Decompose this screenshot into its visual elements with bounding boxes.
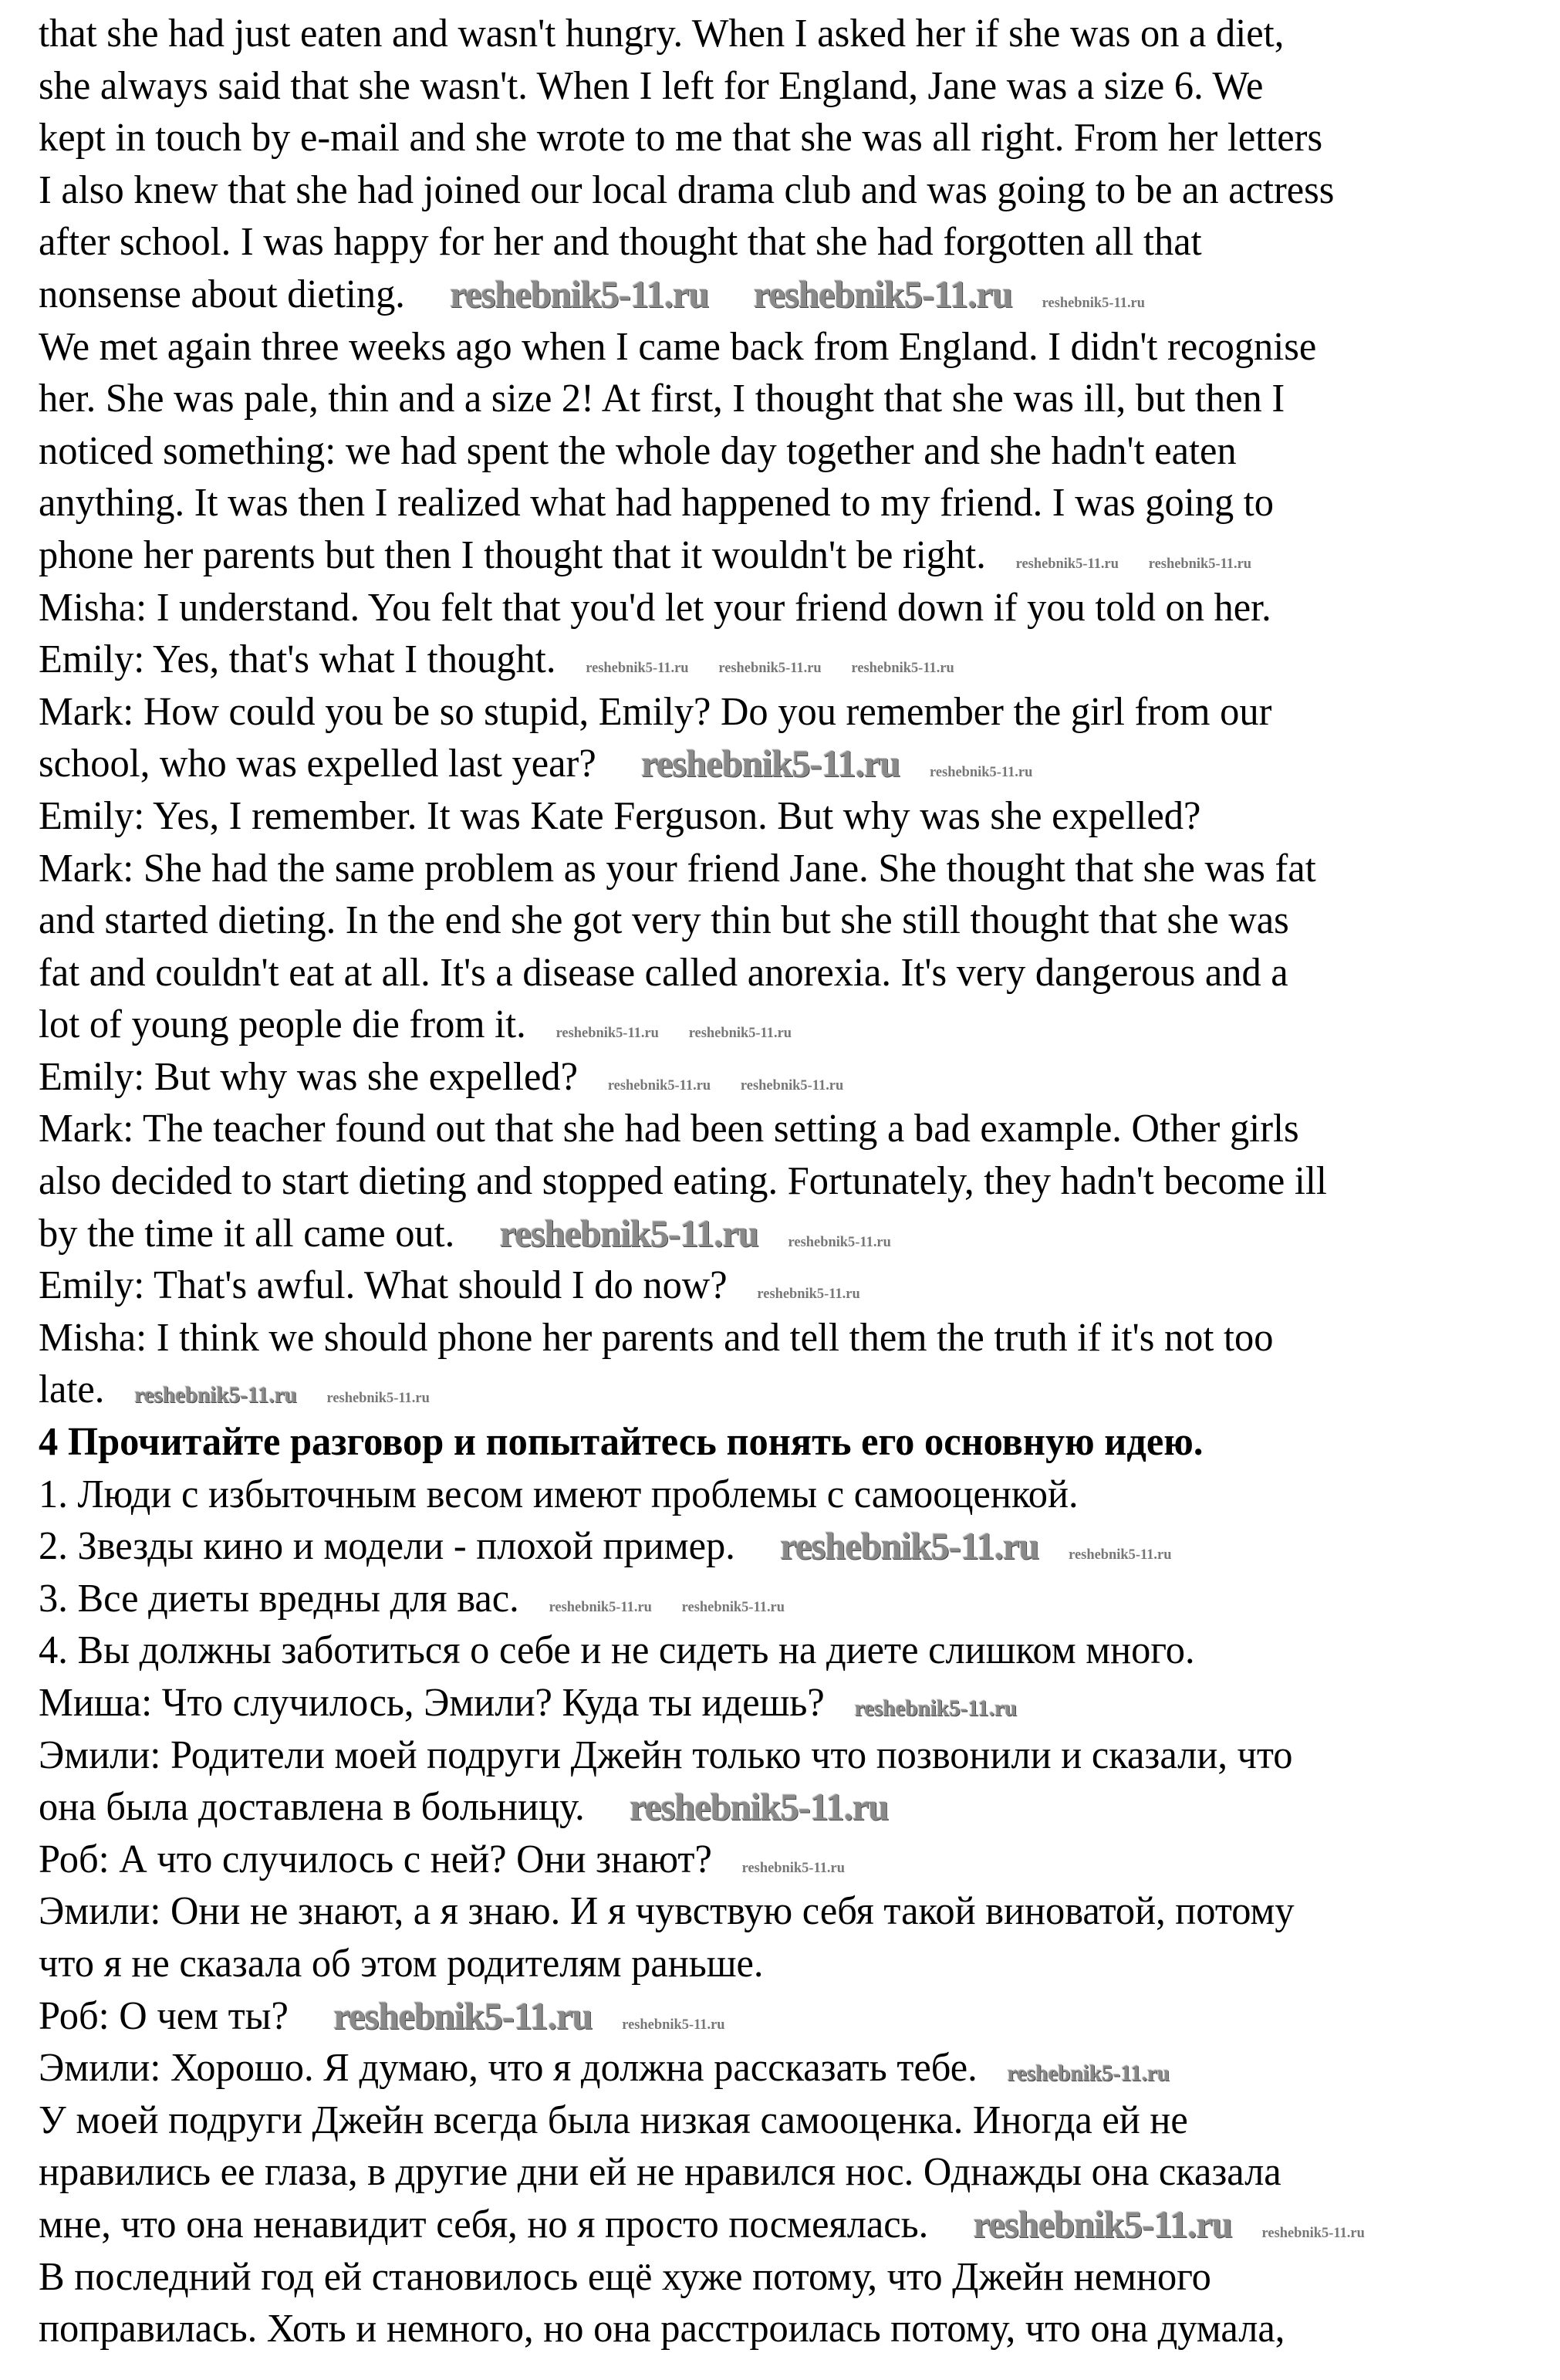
line-text: also decided to start dieting and stopped eating. Fortunately, they hadn't become ill [39,1159,1327,1204]
watermark: reshebnik5-11.ru [622,2016,725,2033]
text-line [39,738,1514,790]
line-text: after school. I was happy for her and thought that she had forgotten all that [39,220,1202,265]
text-line [39,634,1514,686]
text-line [39,477,1514,529]
line-text: Роб: О чем ты? [39,1993,289,2038]
line-text: and started dieting. In the end she got very thin but she still thought that she was [39,898,1289,943]
watermark: reshebnik5-11.ru [740,1077,844,1094]
text-line [39,2251,1514,2304]
text-line [39,164,1514,217]
text-line [39,1677,1514,1729]
text-line [39,1103,1514,1155]
line-text: 4 Прочитайте разговор и попытайтесь понять его основную идею. [39,1420,1204,1465]
watermark: reshebnik5-11.ru [499,1211,758,1255]
line-text: Emily: Yes, I remember. It was Kate Ferguson. But why was she expelled? [39,793,1201,838]
watermark: reshebnik5-11.ru [1148,555,1252,572]
line-text: она была доставлена в больницу. [39,1785,585,1830]
line-text: Misha: I understand. You felt that you'd let your friend down if you told on her. [39,585,1271,630]
text-line [39,686,1514,739]
text-line [39,1155,1514,1208]
text-line [39,1469,1514,1521]
line-text: Emily: But why was she expelled? [39,1054,579,1099]
line-text: поправилась. Хоть и немного, но она расстроилась потому, что она думала, [39,2307,1285,2351]
line-text: 1. Люди с избыточным весом имеют проблемы с самооценкой. [39,1472,1079,1516]
line-text: В последний год ей становилось ещё хуже потому, что Джейн немного [39,2254,1211,2299]
text-line [39,2094,1514,2147]
text-line [39,1938,1514,1990]
text-line [39,1729,1514,1782]
text-line [39,2146,1514,2199]
text-line [39,1520,1514,1573]
text-line [39,843,1514,895]
line-text: Роб: А что случилось с ней? Они знают? [39,1837,712,1881]
text-line [39,582,1514,634]
text-line [39,1312,1514,1364]
line-text: У моей подруги Джейн всегда была низкая самооценка. Иногда ей не [39,2098,1188,2142]
watermark: reshebnik5-11.ru [854,1695,1018,1721]
line-text: kept in touch by e-mail and she wrote to me that she was all right. From her letters [39,116,1323,161]
line-text: lot of young people die from it. [39,1002,526,1047]
watermark: reshebnik5-11.ru [973,2202,1232,2246]
line-text: 2. Звезды кино и модели - плохой пример. [39,1524,735,1569]
line-text: нравились ее глаза, в другие дни ей не нравился нос. Однажды она сказала [39,2150,1281,2195]
line-text: We met again three weeks ago when I came back from England. I didn't recognise [39,324,1317,369]
watermark: reshebnik5-11.ru [1069,1547,1172,1564]
text-line [39,1208,1514,1260]
line-text: 3. Все диеты вредны для вас. [39,1576,519,1621]
text-line [39,216,1514,269]
watermark: reshebnik5-11.ru [930,764,1033,781]
document-body [39,8,1560,2355]
line-text: что я не сказала об этом родителям раньше. [39,1941,764,1986]
watermark: reshebnik5-11.ru [326,1390,430,1407]
text-line [39,373,1514,425]
watermark: reshebnik5-11.ru [681,1598,785,1615]
watermark: reshebnik5-11.ru [741,1859,845,1876]
watermark: reshebnik5-11.ru [757,1286,860,1303]
line-text: Emily: That's awful. What should I do now? [39,1263,728,1308]
watermark: reshebnik5-11.ru [1261,2224,1365,2241]
text-line [39,1364,1514,1416]
text-line [39,2199,1514,2251]
text-line [39,1990,1514,2043]
line-text: мне, что она ненавидит себя, но я просто посмеялась. [39,2202,929,2246]
line-text: Emily: Yes, that's what I thought. [39,637,556,682]
text-line [39,1781,1514,1834]
watermark: reshebnik5-11.ru [780,1524,1039,1568]
line-text: Mark: The teacher found out that she had been setting a bad example. Other girls [39,1107,1299,1151]
watermark: reshebnik5-11.ru [851,660,954,677]
text-line [39,1624,1514,1677]
line-text: her. She was pale, thin and a size 2! At first, I thought that she was ill, but then I [39,377,1285,421]
text-line [39,2303,1514,2355]
watermark: reshebnik5-11.ru [134,1382,297,1408]
line-text: she always said that she wasn't. When I left for England, Jane was a size 6. We [39,63,1264,108]
text-line [39,1573,1514,1625]
text-line [39,999,1514,1051]
watermark: reshebnik5-11.ru [586,660,689,677]
text-line [39,269,1514,321]
text-line [39,1834,1514,1886]
watermark: reshebnik5-11.ru [1015,555,1119,572]
text-line [39,529,1514,582]
text-line [39,790,1514,843]
watermark: reshebnik5-11.ru [640,742,900,786]
line-text: late. [39,1367,105,1412]
watermark: reshebnik5-11.ru [607,1077,711,1094]
text-line [39,947,1514,999]
text-line [39,894,1514,947]
line-text: that she had just eaten and wasn't hungry. When I asked her if she was on a diet, [39,12,1285,56]
text-line [39,1885,1514,1938]
line-text: noticed something: we had spent the whole day together and she hadn't eaten [39,428,1237,473]
text-line [39,1259,1514,1312]
watermark: reshebnik5-11.ru [555,1025,659,1042]
watermark: reshebnik5-11.ru [1007,2061,1170,2087]
watermark: reshebnik5-11.ru [333,1993,593,2037]
line-text: Эмили: Хорошо. Я думаю, что я должна рассказать тебе. [39,2046,978,2091]
line-text: nonsense about dieting. [39,272,405,316]
text-line [39,425,1514,478]
line-text: Misha: I think we should phone her parents and tell them the truth if it's not too [39,1315,1274,1360]
watermark: reshebnik5-11.ru [549,1598,652,1615]
line-text: 4. Вы должны заботиться о себе и не сидеть на диете слишком много. [39,1628,1195,1673]
line-text: Миша: Что случилось, Эмили? Куда ты идешь? [39,1681,825,1725]
line-text: I also knew that she had joined our local drama club and was going to be an actress [39,167,1335,212]
watermark: reshebnik5-11.ru [450,272,709,316]
line-text: school, who was expelled last year? [39,742,596,786]
text-line [39,60,1514,113]
text-line [39,1051,1514,1104]
line-text: by the time it all came out. [39,1211,455,1256]
text-line [39,8,1514,60]
watermark: reshebnik5-11.ru [753,272,1012,316]
watermark: reshebnik5-11.ru [629,1785,889,1829]
watermark: reshebnik5-11.ru [1042,294,1145,311]
line-text: Mark: She had the same problem as your friend Jane. She thought that she was fat [39,846,1316,891]
watermark: reshebnik5-11.ru [718,660,822,677]
text-line [39,112,1514,164]
watermark: reshebnik5-11.ru [688,1025,792,1042]
line-text: phone her parents but then I thought that it wouldn't be right. [39,532,986,577]
line-text: fat and couldn't eat at all. It's a disease called anorexia. It's very dangerous and a [39,950,1288,995]
text-line [39,321,1514,374]
line-text: anything. It was then I realized what had happened to my friend. I was going to [39,481,1275,526]
watermark: reshebnik5-11.ru [788,1233,891,1250]
section-heading [39,1416,1514,1469]
line-text: Эмили: Они не знают, а я знаю. И я чувствую себя такой виноватой, потому [39,1889,1295,1934]
text-line [39,2042,1514,2094]
line-text: Mark: How could you be so stupid, Emily? Do you remember the girl from our [39,689,1272,734]
line-text: Эмили: Родители моей подруги Джейн только что позвонили и сказали, что [39,1733,1293,1777]
